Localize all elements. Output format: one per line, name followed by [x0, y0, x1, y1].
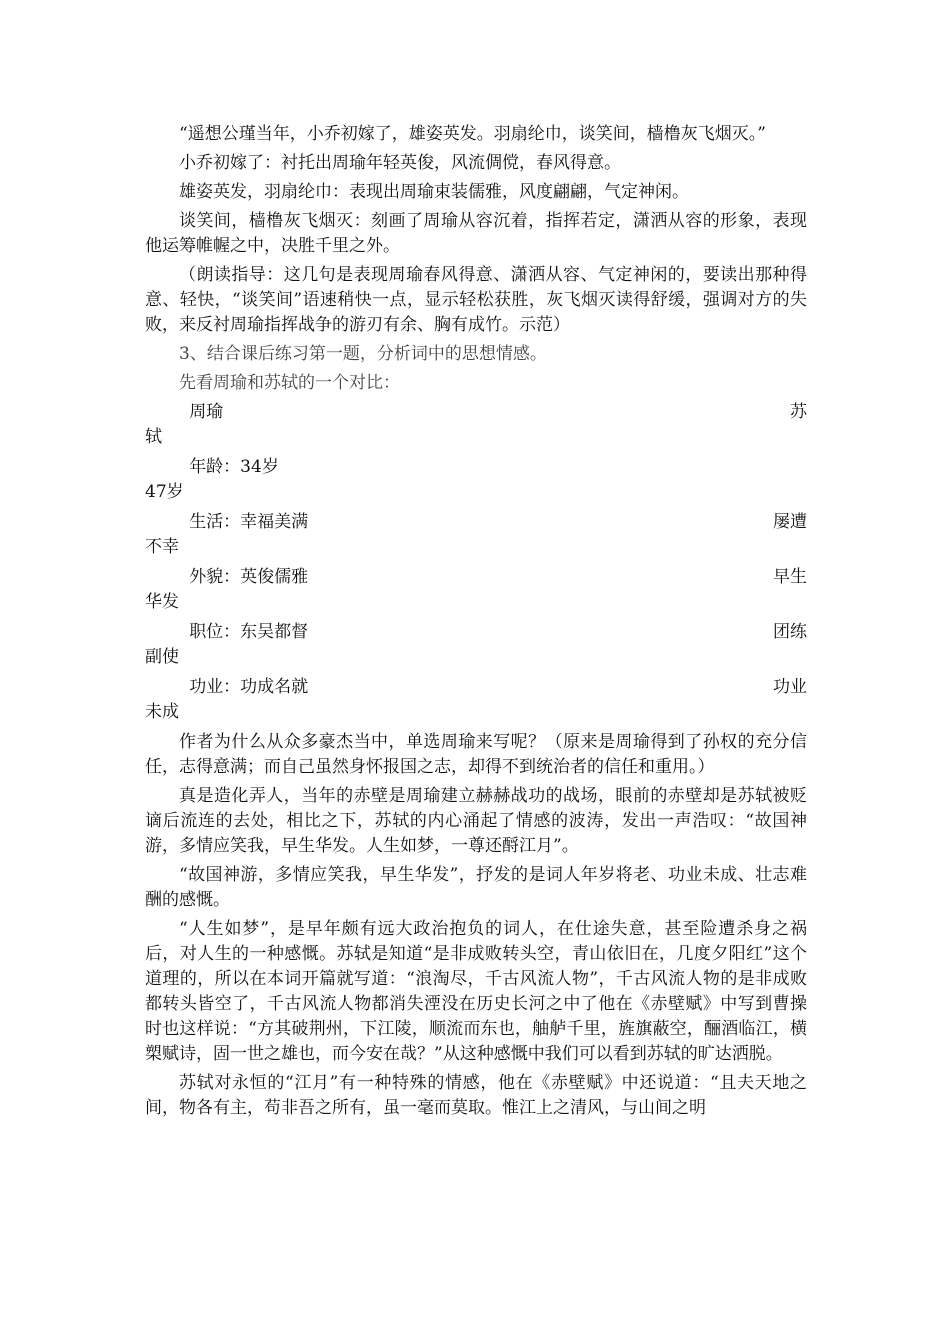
analysis-paragraph: 谈笑间，樯橹灰飞烟灭：刻画了周瑜从容沉着，指挥若定，潇洒从容的形象，表现他运筹帷幄之中，决胜千里之外。	[145, 211, 807, 256]
comparison-right-head: 屡遭	[773, 512, 807, 532]
comparison-row	[145, 675, 807, 725]
comparison-right-tail: 未成	[145, 702, 179, 722]
comparison-left: 生活：幸福美满	[189, 512, 309, 532]
comparison-right-tail: 副使	[145, 647, 179, 667]
comparison-right-tail: 47岁	[145, 482, 184, 502]
comparison-left: 年龄：34岁	[189, 457, 279, 477]
comparison-table	[145, 400, 807, 725]
analysis-paragraph: 雄姿英发，羽扇纶巾：表现出周瑜束装儒雅，风度翩翩，气定神闲。	[179, 182, 689, 202]
body-paragraph: “故国神游，多情应笑我，早生华发”，抒发的是词人年岁将老、功业未成、壮志难酬的感慨。	[145, 865, 807, 910]
question-paragraph: 作者为什么从众多豪杰当中，单选周瑜来写呢？（原来是周瑜得到了孙权的充分信任，志得意满；而自己虽然身怀报国之志，却得不到统治者的信任和重用。）	[145, 732, 807, 777]
body-paragraph: 真是造化弄人，当年的赤壁是周瑜建立赫赫战功的战场，眼前的赤壁却是苏轼被贬谪后流连的去处，相比之下，苏轼的内心涌起了情感的波涛，发出一声浩叹：“故国神游，多情应笑我，早生华发。人生如梦，一尊还酹江月”。	[145, 786, 807, 856]
comparison-right-tail: 不幸	[145, 537, 179, 557]
comparison-intro: 先看周瑜和苏轼的一个对比：	[179, 373, 400, 393]
comparison-right-tail: 华发	[145, 592, 179, 612]
body-paragraph: “人生如梦”，是早年颇有远大政治抱负的词人，在仕途失意，甚至险遭杀身之祸后，对人生的一种感慨。苏轼是知道“是非成败转头空，青山依旧在，几度夕阳红”这个道理的，所以在本词开篇就写道：“浪淘尽，千古风流人物”，千古风流人物的是非成败都转头皆空了，千古风流人物都消失湮没在历史长河之中了他在《赤壁赋》中写到曹操时也这样说：“方其破荆州，下江陵，顺流而东也，舳舻千里，旌旗蔽空，酾酒临江，横槊赋诗，固一世之雄也，而今安在哉？”从这种感慨中我们可以看到苏轼的旷达洒脱。	[145, 919, 807, 1064]
comparison-left: 职位：东吴都督	[189, 622, 309, 642]
comparison-right-head: 功业	[773, 677, 807, 697]
comparison-right-head: 早生	[773, 567, 807, 587]
comparison-row	[145, 565, 807, 615]
comparison-right-tail: 轼	[145, 427, 162, 447]
comparison-left: 功业：功成名就	[189, 677, 309, 697]
body-paragraph: 苏轼对永恒的“江月”有一种特殊的情感，他在《赤壁赋》中还说道：“且夫天地之间，物各有主，苟非吾之所有，虽一毫而莫取。惟江上之清风，与山间之明	[145, 1073, 807, 1118]
document-page	[145, 122, 807, 1125]
section-heading: 3、结合课后练习第一题，分析词中的思想情感。	[179, 344, 547, 364]
comparison-row	[145, 455, 807, 505]
analysis-paragraph: 小乔初嫁了：衬托出周瑜年轻英俊，风流倜傥，春风得意。	[179, 153, 621, 173]
quote-paragraph: “遥想公瑾当年，小乔初嫁了，雄姿英发。羽扇纶巾，谈笑间，樯橹灰飞烟灭。”	[179, 124, 766, 144]
comparison-row	[145, 620, 807, 670]
reading-guide-paragraph: （朗读指导：这几句是表现周瑜春风得意、潇洒从容、气定神闲的，要读出那种得意、轻快，“谈笑间”语速稍快一点，显示轻松获胜，灰飞烟灭读得舒缓，强调对方的失败，来反衬周瑜指挥战争的游刃有余、胸有成竹。示范）	[145, 265, 807, 335]
comparison-left: 周瑜	[189, 402, 224, 422]
comparison-row	[145, 510, 807, 560]
comparison-right-head: 苏	[790, 402, 807, 422]
comparison-row	[145, 400, 807, 450]
comparison-left: 外貌：英俊儒雅	[189, 567, 309, 587]
comparison-right-head: 团练	[773, 622, 807, 642]
